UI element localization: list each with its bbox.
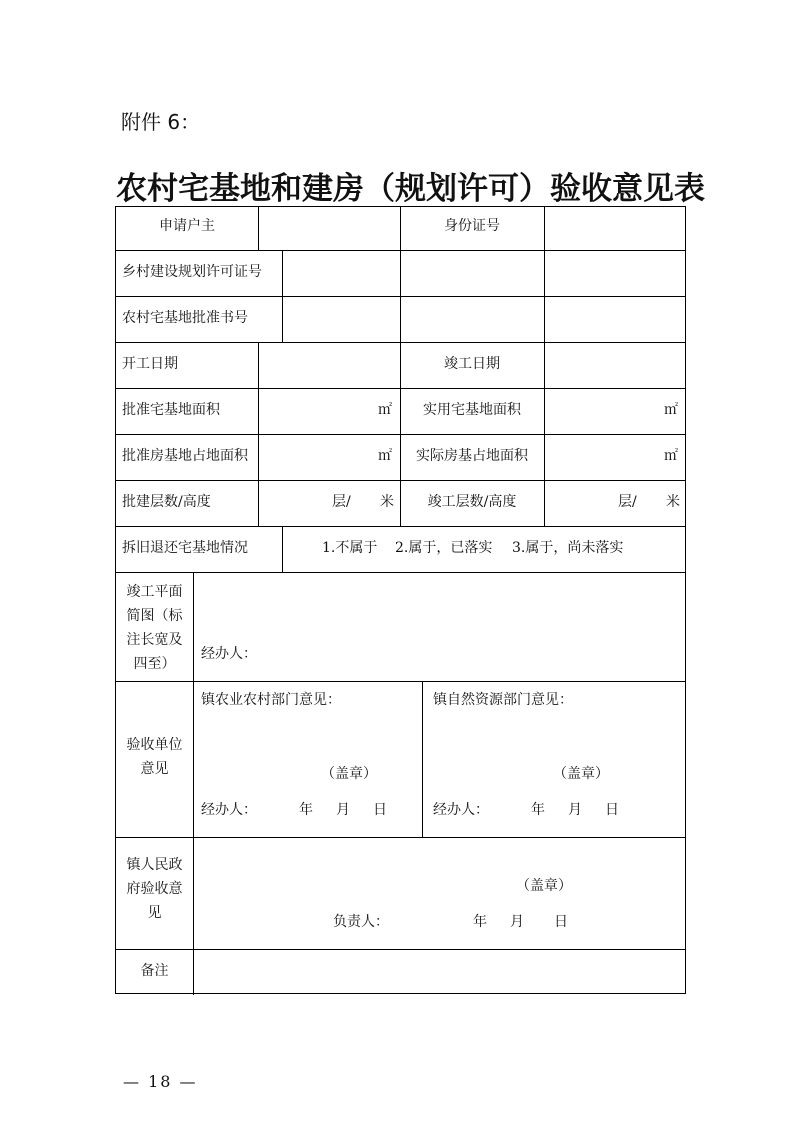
demolition-option-3[interactable]: 3.属于，尚未落实 — [512, 540, 624, 556]
completion-date-input[interactable] — [545, 343, 685, 387]
approved-footprint-label: 批准房基地占地面积 — [122, 448, 248, 464]
attachment-label: 附件 6： — [121, 110, 201, 134]
actual-homestead-area-label: 实用宅基地面积 — [423, 402, 521, 418]
sketch-label: 竣工平面 简图（标 注长宽及 四至） — [126, 584, 183, 672]
demolition-option-1[interactable]: 1.不属于 — [322, 540, 378, 556]
planning-permit-input[interactable] — [283, 251, 683, 295]
approved-footprint-unit: ㎡ — [378, 448, 392, 464]
agri-dept-opinion-label: 镇农业农村部门意见： — [201, 692, 341, 708]
approved-floors-label: 批建层数/高度 — [122, 494, 211, 510]
gov-day: 日 — [554, 914, 568, 930]
form-title: 农村宅基地和建房（规划许可）验收意见表 — [116, 171, 705, 207]
actual-homestead-area-unit: ㎡ — [664, 402, 678, 418]
gov-month: 月 — [510, 914, 524, 930]
id-number-label: 身份证号 — [444, 218, 500, 234]
applicant-label: 申请户主 — [159, 218, 215, 234]
start-date-input[interactable] — [259, 343, 399, 387]
demolition-label: 拆旧退还宅基地情况 — [122, 540, 248, 556]
approved-height-unit: 米 — [380, 494, 394, 510]
start-date-label: 开工日期 — [122, 356, 178, 372]
sketch-handler-label: 经办人： — [201, 646, 257, 662]
approved-floors-unit: 层/ — [332, 494, 351, 510]
gov-year: 年 — [473, 914, 487, 930]
completed-floors-label: 竣工层数/高度 — [427, 494, 517, 510]
gov-opinion-label: 镇人民政 府验收意 见 — [126, 857, 183, 921]
agri-dept-seal: （盖章） — [321, 766, 377, 782]
page-number: — 18 — — [123, 1072, 198, 1091]
homestead-approval-label: 农村宅基地批准书号 — [122, 310, 248, 326]
demolition-option-2[interactable]: 2.属于，已落实 — [395, 540, 493, 556]
natural-res-handler-label: 经办人： — [433, 802, 489, 818]
applicant-input[interactable] — [259, 208, 399, 249]
completion-date-label: 竣工日期 — [444, 356, 500, 372]
gov-seal: （盖章） — [516, 878, 572, 894]
acceptance-form-table — [115, 206, 686, 994]
actual-footprint-label: 实际房基占地面积 — [416, 448, 528, 464]
sketch-area[interactable] — [194, 573, 684, 643]
natural-res-day: 日 — [605, 802, 619, 818]
gov-responsible-label: 负责人： — [333, 914, 389, 930]
natural-res-seal: （盖章） — [553, 766, 609, 782]
acceptance-unit-label: 验收单位 意见 — [126, 737, 183, 777]
natural-res-month: 月 — [568, 802, 582, 818]
agri-dept-handler-label: 经办人： — [201, 802, 257, 818]
remarks-input[interactable] — [194, 950, 684, 993]
remarks-label: 备注 — [140, 963, 169, 979]
agri-dept-month: 月 — [336, 802, 350, 818]
agri-dept-day: 日 — [373, 802, 387, 818]
id-number-input[interactable] — [545, 208, 685, 249]
approved-homestead-area-unit: ㎡ — [378, 402, 392, 418]
completed-height-unit: 米 — [666, 494, 680, 510]
natural-res-year: 年 — [531, 802, 545, 818]
planning-permit-label: 乡村建设规划许可证号 — [122, 264, 262, 280]
homestead-approval-input[interactable] — [283, 297, 683, 341]
agri-dept-year: 年 — [299, 802, 313, 818]
actual-footprint-unit: ㎡ — [664, 448, 678, 464]
approved-homestead-area-label: 批准宅基地面积 — [122, 402, 220, 418]
natural-res-opinion-label: 镇自然资源部门意见： — [433, 692, 573, 708]
completed-floors-unit: 层/ — [618, 494, 637, 510]
